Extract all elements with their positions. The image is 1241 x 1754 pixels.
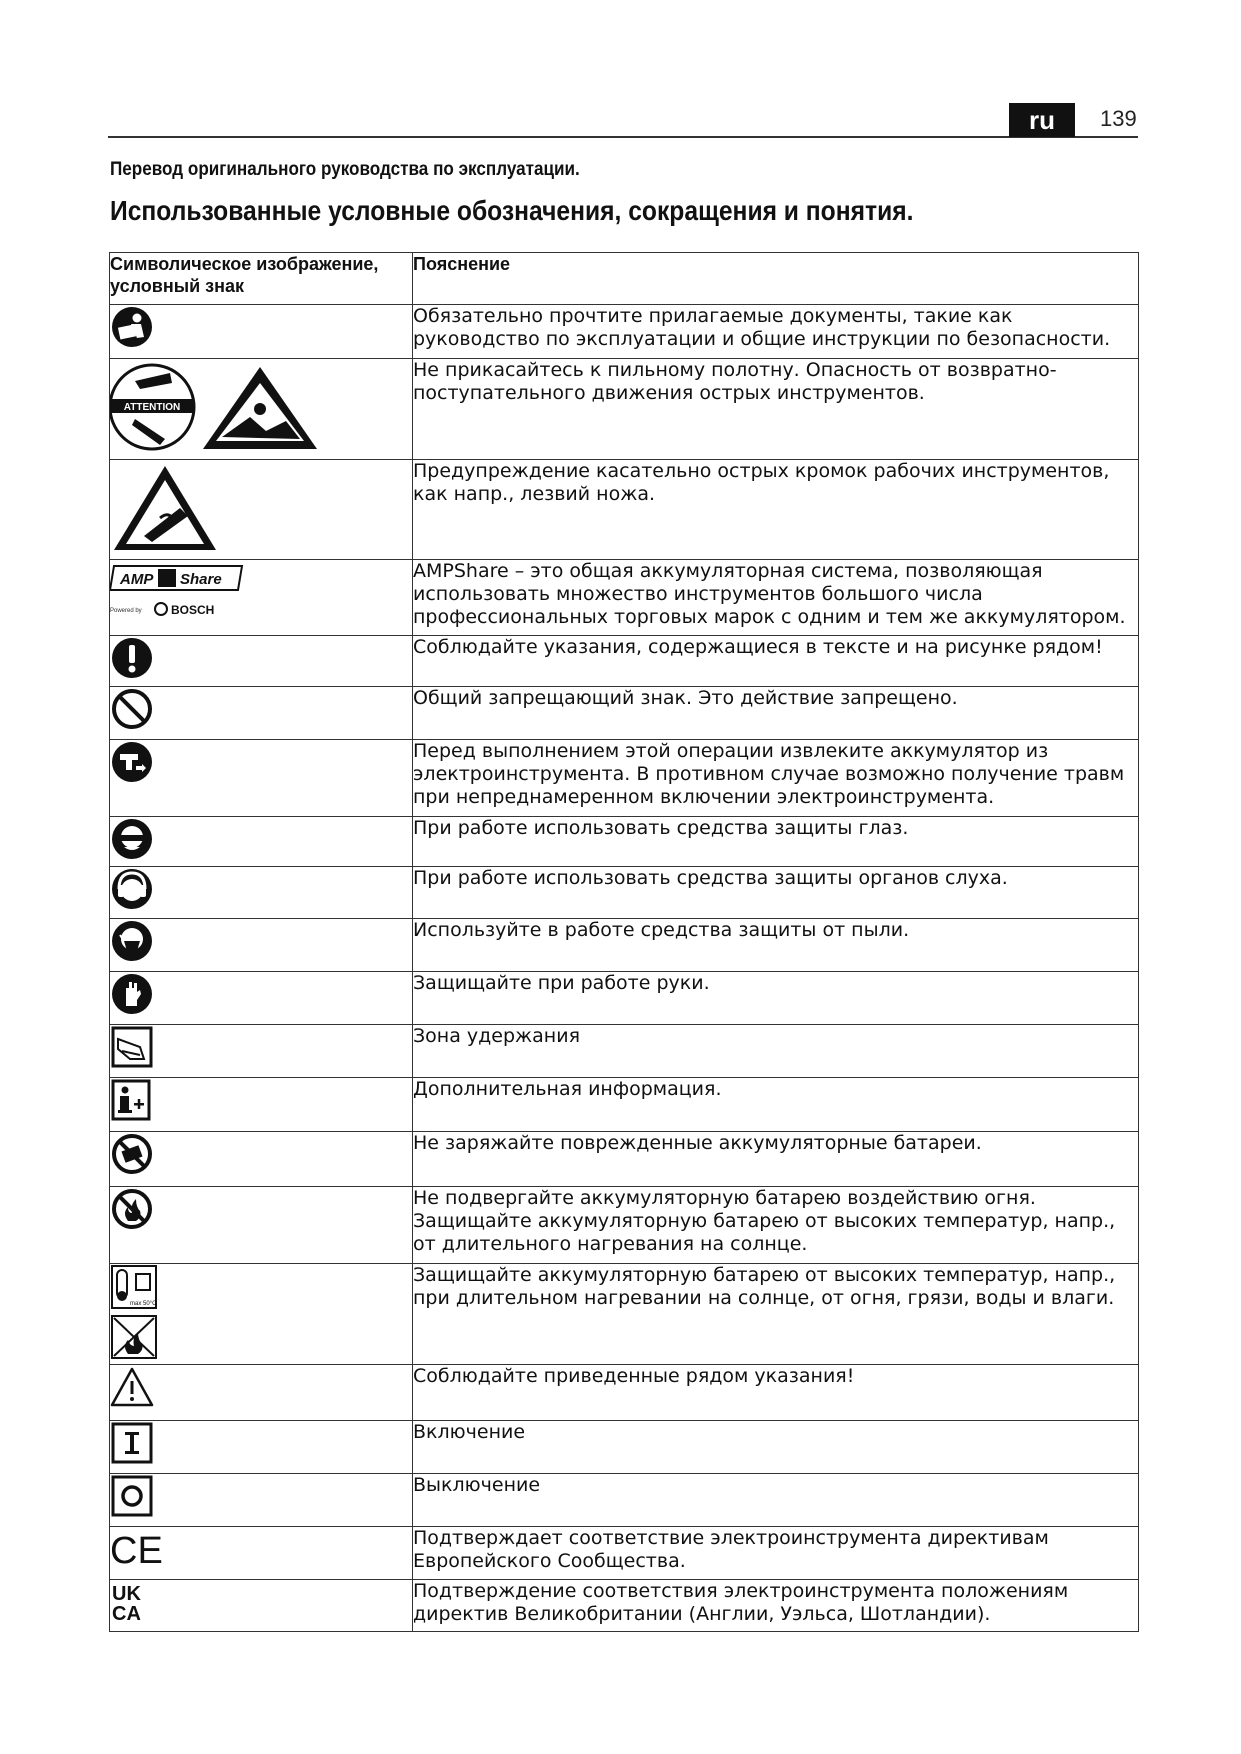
table-header-row	[110, 253, 1139, 305]
table-row	[110, 1078, 1139, 1132]
battery-temperature-icon	[110, 1264, 162, 1360]
row-text: AMPShare – это общая аккумуляторная система, позволяющая использовать множество инструментов большого числа профессиональных торговых марок с одним и тем же аккумулятором.	[413, 560, 1139, 636]
table-row	[110, 636, 1139, 687]
column-header-explanation: Пояснение	[413, 253, 1139, 305]
row-text: Защищайте при работе руки.	[413, 972, 1139, 1025]
bosch-text: BOSCH	[171, 603, 215, 617]
row-text: Общий запрещающий знак. Это действие запрещено.	[413, 687, 1139, 740]
table-row	[110, 919, 1139, 972]
max-temp-label: max 50°C	[130, 1301, 157, 1307]
row-text: При работе использовать средства защиты глаз.	[413, 817, 1139, 867]
table-row	[110, 1527, 1139, 1580]
table-row	[110, 740, 1139, 817]
table-row	[110, 1365, 1139, 1421]
row-text: Не заряжайте поврежденные аккумуляторные батареи.	[413, 1132, 1139, 1187]
document-subtitle: Перевод оригинального руководства по эксплуатации.	[110, 159, 580, 180]
table-row	[110, 817, 1139, 867]
table-row	[110, 687, 1139, 740]
exclamation-icon	[110, 636, 154, 680]
ce-mark-icon	[110, 1527, 170, 1571]
row-text: Перед выполнением этой операции извлеките аккумулятор из электроинструмента. В противном случае возможно получение травм при непреднамеренном включении электроинструмента.	[413, 740, 1139, 817]
power-on-icon	[110, 1421, 154, 1465]
row-text: Обязательно прочтите прилагаемые документы, такие как руководство по эксплуатации и общие инструкции по безопасности.	[413, 305, 1139, 359]
row-text: Включение	[413, 1421, 1139, 1474]
row-text: Предупреждение касательно острых кромок рабочих инструментов, как напр., лезвий ножа.	[413, 460, 1139, 560]
table-row	[110, 359, 1139, 460]
table-row	[110, 1474, 1139, 1527]
row-text: Не подвергайте аккумуляторную батарею воздействию огня. Защищайте аккумуляторную батарею от высоких температур, напр., от длительного нагревания на солнце.	[413, 1187, 1139, 1264]
ampshare-logo-icon	[110, 560, 250, 622]
table-row	[110, 972, 1139, 1025]
ampshare-text-share: Share	[180, 571, 222, 588]
sharp-edge-warning-icon	[110, 460, 220, 554]
row-text: Подтверждает соответствие электроинструмента директивам Европейского Сообщества.	[413, 1527, 1139, 1580]
ukca-mark-uk: UK	[112, 1583, 141, 1605]
table-row	[110, 1264, 1139, 1365]
row-text: Подтверждение соответствия электроинструмента положениям директив Великобритании (Англии, Уэльса, Шотландии).	[413, 1580, 1139, 1632]
header-rule	[108, 136, 1138, 138]
row-text: Защищайте аккумуляторную батарею от высоких температур, напр., при длительном нагревании на солнце, от огня, грязи, воды и влаги.	[413, 1264, 1139, 1365]
row-text: При работе использовать средства защиты органов слуха.	[413, 867, 1139, 919]
table-row	[110, 1025, 1139, 1078]
prohibition-icon	[110, 687, 154, 731]
table-row	[110, 560, 1139, 636]
row-text: Соблюдайте приведенные рядом указания!	[413, 1365, 1139, 1421]
remove-battery-icon	[110, 740, 154, 784]
ear-protection-icon	[110, 867, 154, 911]
table-row	[110, 1421, 1139, 1474]
ce-mark-text: CE	[110, 1530, 163, 1571]
ampshare-text-amp: AMP	[120, 571, 154, 588]
row-text: Используйте в работе средства защиты от пыли.	[413, 919, 1139, 972]
row-text: Выключение	[413, 1474, 1139, 1527]
ampshare-powered-by: Powered by	[110, 608, 142, 614]
row-text: Соблюдайте указания, содержащиеся в тексте и на рисунке рядом!	[413, 636, 1139, 687]
table-row	[110, 460, 1139, 560]
row-text: Дополнительная информация.	[413, 1078, 1139, 1132]
ukca-mark-ca: CA	[112, 1603, 141, 1625]
symbols-table	[109, 252, 1139, 1632]
column-header-symbol: Символическое изображение, условный знак	[110, 253, 413, 305]
gloves-icon	[110, 972, 154, 1016]
power-off-icon	[110, 1474, 154, 1518]
ukca-mark-icon	[110, 1580, 154, 1626]
grip-zone-icon	[110, 1025, 154, 1069]
no-charge-damaged-battery-icon	[110, 1132, 154, 1176]
warning-triangle-icon	[110, 1365, 154, 1409]
eye-protection-icon	[110, 817, 154, 861]
read-manual-icon	[110, 305, 154, 349]
info-icon	[110, 1078, 154, 1122]
row-text: Не прикасайтесь к пильному полотну. Опасность от возвратно-поступательного движения острых инструментов.	[413, 359, 1139, 460]
kickback-warning-icon	[110, 359, 330, 455]
table-row	[110, 1132, 1139, 1187]
row-text: Зона удержания	[413, 1025, 1139, 1078]
table-row	[110, 1187, 1139, 1264]
no-fire-battery-icon	[110, 1187, 154, 1231]
dust-mask-icon	[110, 919, 154, 963]
language-badge: ru	[1009, 103, 1075, 137]
page-title: Использованные условные обозначения, сокращения и понятия.	[110, 195, 914, 226]
table-row	[110, 1580, 1139, 1632]
table-row	[110, 867, 1139, 919]
table-row	[110, 305, 1139, 359]
attention-label: ATTENTION	[123, 402, 181, 413]
page-number: 139	[1100, 106, 1137, 131]
